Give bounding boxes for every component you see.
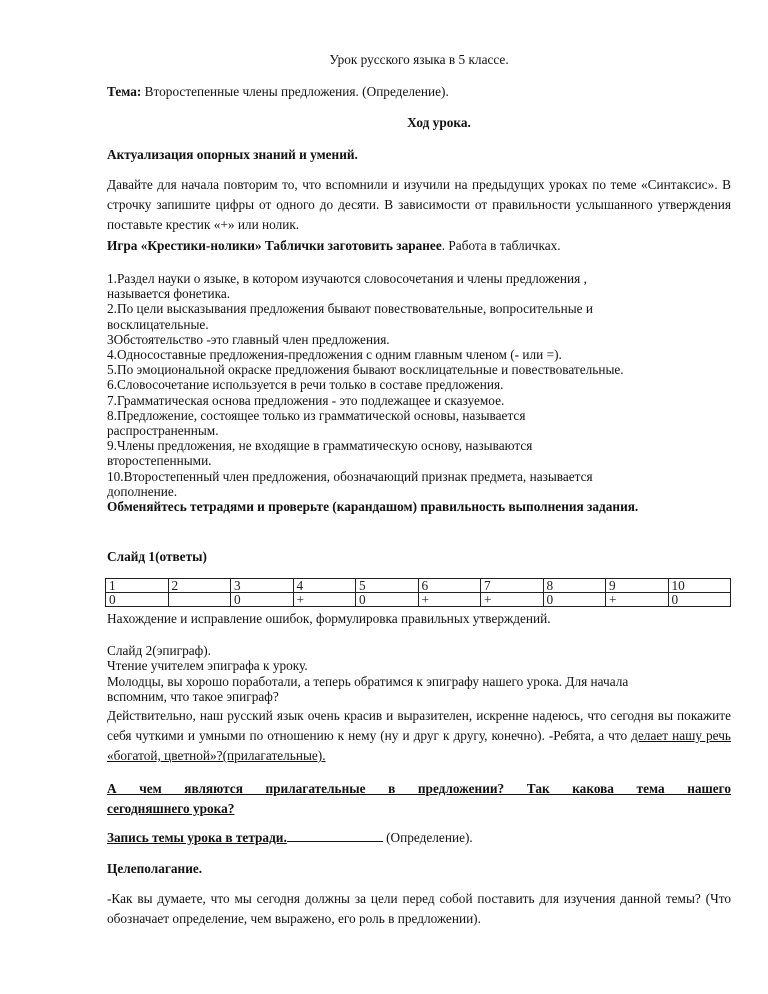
statement-line: 3Обстоятельство -это главный член предложения. <box>107 331 390 347</box>
statement-line: 8.Предложение, состоящее только из грамматической основы, называется <box>107 407 526 423</box>
actualization-heading: Актуализация опорных знаний и умений. <box>107 147 358 162</box>
table-cell: 2 <box>168 579 231 593</box>
notebook-answer: (Определение). <box>382 830 473 845</box>
game-title <box>107 238 731 254</box>
table-cell: + <box>606 593 669 607</box>
statement-line: 5.По эмоциональной окраске предложения бывают восклицательные и повествовательные. <box>107 362 624 378</box>
topic-line <box>107 84 731 100</box>
notebook-line <box>107 829 731 846</box>
slide2-paragraph-main: Действительно, наш русский язык очень красив и выразителен, искренне надеюсь, что сегодня вы покажите себя чуткими и умными по отношению к нему (ну и друг к другу, <box>107 708 731 743</box>
table-cell: 0 <box>106 593 169 607</box>
topic-text: Второстепенные члены предложения. (Определение). <box>141 84 449 99</box>
table-cell: + <box>481 593 544 607</box>
statement-line: 1.Раздел науки о языке, в котором изучаются словосочетания и члены предложения , <box>107 271 587 286</box>
slide2-line: вспомним, что такое эпиграф? <box>107 689 279 705</box>
table-cell: 7 <box>481 579 544 593</box>
table-cell: + <box>293 593 356 607</box>
table-cell: 0 <box>356 593 419 607</box>
statements-list <box>107 271 731 514</box>
table-cell: 10 <box>668 579 731 593</box>
statement-line: называется фонетика. <box>107 286 231 302</box>
blank-underline <box>287 829 383 842</box>
slide1-after-table: Нахождение и исправление ошибок, формулировка правильных утверждений. <box>107 611 551 626</box>
statement-line: второстепенными. <box>107 453 212 469</box>
statement-line: восклицательные. <box>107 316 209 332</box>
table-cell: 4 <box>293 579 356 593</box>
statement-line: 7.Грамматическая основа предложения - это подлежащее и сказуемое. <box>107 392 505 408</box>
goal-setting-heading: Целеполагание. <box>107 861 203 876</box>
slide2-paragraph-end: конечно). -Ребята, а что <box>491 728 632 743</box>
document-title: Урок русского языка в 5 классе. <box>329 52 509 67</box>
exchange-instruction: Обменяйтесь тетрадями и проверьте (карандашом) правильность выполнения задания. <box>107 499 639 515</box>
game-title-bold: Игра «Крестики-нолики» Таблички заготовить заранее <box>107 238 442 253</box>
actualization-intro: Давайте для начала повторим то, что вспомнили и изучили на предыдущих уроках по теме «Синтаксис». В строчку запишите цифры от одного до десяти. В зависимости от правильности услышанного утверждения поставьте крестик «+» или нолик. <box>107 177 731 232</box>
table-cell: 8 <box>543 579 606 593</box>
statement-line: 10.Второстепенный член предложения, обозначающий признак предмета, называется <box>107 468 593 484</box>
goal-setting-text: -Как вы думаете, что мы сегодня должны за цели перед собой поставить для изучения данной темы? (Что обозначает определение, чем выражено, его роль в предложении). <box>107 891 731 926</box>
lesson-heading: Ход урока. <box>407 115 471 130</box>
topic-question-line1: А чем являются прилагательные в предложении? Так какова тема нашего <box>107 781 731 796</box>
statement-line: 2.По цели высказывания предложения бывают повествовательные, вопросительные и <box>107 301 593 317</box>
table-cell: 0 <box>668 593 731 607</box>
table-cell: 6 <box>418 579 481 593</box>
statement-line: 4.Односоставные предложения-предложения с одним главным членом (- или =). <box>107 347 562 363</box>
table-cell: 5 <box>356 579 419 593</box>
slide2-title: Слайд 2(эпиграф). <box>107 643 211 658</box>
slide2-line: Молодцы, вы хорошо поработали, а теперь обратимся к эпиграфу нашего урока. Для начала <box>107 673 629 689</box>
game-title-rest: . Работа в табличках. <box>441 238 561 253</box>
topic-question <box>107 779 731 819</box>
slide1-title: Слайд 1(ответы) <box>107 549 207 564</box>
table-cell: 9 <box>606 579 669 593</box>
statement-line: 6.Словосочетание используется в речи только в составе предложения. <box>107 377 504 393</box>
slide2-paragraph-underlined: делает нашу речь «богатой, цветной»?(прилагательные). <box>107 728 731 763</box>
table-cell: 3 <box>231 579 294 593</box>
notebook-label: Запись темы урока в тетради. <box>107 830 287 845</box>
topic-label: Тема: <box>107 84 142 99</box>
table-cell: 1 <box>106 579 169 593</box>
topic-question-line2: сегодняшнего урока? <box>107 801 235 816</box>
statement-line: 9.Члены предложения, не входящие в грамматическую основу, называются <box>107 438 533 454</box>
table-cell: + <box>418 593 481 607</box>
statement-line: распространенным. <box>107 423 219 439</box>
slide2-block <box>107 643 731 705</box>
table-cell: 0 <box>543 593 606 607</box>
answers-table <box>105 578 731 607</box>
slide2-line: Чтение учителем эпиграфа к уроку. <box>107 658 308 674</box>
table-row-answers <box>106 593 731 607</box>
statement-line: дополнение. <box>107 483 178 499</box>
table-cell <box>168 593 231 607</box>
slide2-paragraph <box>107 706 731 766</box>
table-row-numbers <box>106 579 731 593</box>
table-cell: 0 <box>231 593 294 607</box>
